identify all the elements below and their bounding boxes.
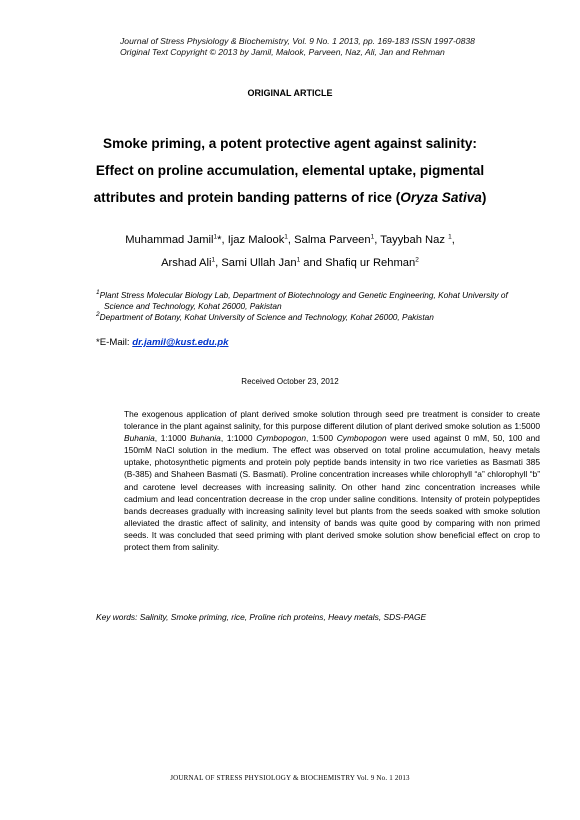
affiliation-text: Plant Stress Molecular Biology Lab, Department of Biotechnology and Genetic Engineering, Kohat University of Science and Technology, Kohat 26000, Pakistan: [99, 290, 508, 311]
affiliation-1: [96, 290, 536, 312]
abstract-segment: The exogenous application of plant derived smoke solution through seed pre treatment is consider to create tolerance in the plant against salinity, for this purpose different dilution of plant derived smoke solution as 1:5000: [124, 409, 540, 432]
received-date: Received October 23, 2012: [241, 377, 339, 386]
title-line-3: [60, 184, 520, 211]
author-separator: ,: [374, 234, 381, 246]
footer-volume: Vol. 9 No. 1 2013: [354, 774, 410, 782]
title-line-2: Effect on proline accumulation, elemental uptake, pigmental: [95, 163, 485, 178]
email-label: *E-Mail:: [96, 337, 133, 348]
keywords: Key words: Salinity, Smoke priming, rice, Proline rich proteins, Heavy metals, SDS-PAGE: [96, 612, 427, 622]
author-affiliation-mark: 1: [284, 233, 288, 241]
author-line-2: [60, 252, 520, 275]
paper-title: [60, 130, 520, 211]
footer-journal-name: JOURNAL OF STRESS PHYSIOLOGY & BIOCHEMISTRY: [170, 774, 355, 782]
affiliation-mark: 2: [96, 311, 100, 319]
author: Shafiq ur Rehman: [325, 257, 416, 269]
affiliation-2: [96, 312, 536, 323]
contact-email: [96, 337, 536, 348]
journal-citation: Journal of Stress Physiology & Biochemistry, Vol. 9 No. 1 2013, pp. 169-183 ISSN 1997-0838: [120, 36, 475, 46]
author: Tayybah Naz: [380, 234, 449, 246]
author-separator: ,: [287, 234, 295, 246]
abstract-segment: , 1:1000: [220, 433, 257, 444]
abstract-segment: were used against 0 mM, 50, 100 and 150mM NaCl solution in the medium. The effect was observed on total proline accumulation, heavy metals uptake, photosynthetic pigments and protein poly peptide bands intensity in two rice varieties as Basmati 385 (B-385) and Shaheen Basmati (S. Basmati). Proline concentration increases while chlorophyll “a” chlorophyll “b” and carotene level decreases with increasing salinity. On other hand zinc concentration increases while cadmium and lead concentration decrease in the crop under saline conditions. Intensity of protein polypeptides bands decreases gradually with increasing salinity level but plants from the seeds soaked with smoke solution alleviated the drastic affect of salinity, and intensity of bands was quite good by comparing with non primed seeds. It was concluded that seed priming with plant derived smoke solution show beneficial effect on crop to protect them from salinity.: [124, 433, 540, 553]
affiliation-mark: 1: [96, 289, 100, 297]
author: Arshad Ali: [161, 257, 212, 269]
author: Sami Ullah Jan: [221, 257, 297, 269]
author-separator: ,: [451, 234, 455, 246]
author: Ijaz Malook: [227, 234, 285, 246]
title-line-3-prefix: attributes and protein banding patterns of rice (: [93, 190, 401, 205]
abstract-species-name: Buhania: [190, 433, 221, 444]
article-type-label: ORIGINAL ARTICLE: [247, 88, 333, 98]
abstract-segment: , 1:1000: [154, 433, 191, 444]
abstract-segment: , 1:500: [306, 433, 337, 444]
author-affiliation-mark: 1: [448, 233, 452, 241]
copyright-line: Original Text Copyright © 2013 by Jamil, Malook, Parveen, Naz, Ali, Jan and Rehman: [120, 47, 445, 57]
affiliations: [96, 290, 536, 323]
author-affiliation-mark: 1: [370, 233, 375, 241]
author-separator: ,: [215, 257, 222, 269]
journal-header: [120, 36, 560, 58]
author-affiliation-mark: 1: [296, 256, 301, 264]
author-affiliation-mark: 1: [213, 233, 218, 241]
author: Salma Parveen: [294, 234, 371, 246]
author: Muhammad Jamil: [125, 234, 214, 246]
title-line-1: Smoke priming, a potent protective agent against salinity:: [103, 136, 477, 151]
abstract-species-name: Cymbopogon: [336, 433, 387, 444]
abstract-species-name: Cymbopogon: [256, 433, 307, 444]
title-line-3-suffix: ): [481, 190, 487, 205]
author-list: [60, 229, 520, 275]
email-link[interactable]: dr.jamil@kust.edu.pk: [132, 337, 229, 348]
page-footer: [0, 774, 580, 782]
author-separator: and: [300, 257, 326, 269]
affiliation-text: Department of Botany, Kohat University of Science and Technology, Kohat 26000, Pakistan: [99, 312, 434, 322]
author-affiliation-mark: 2: [415, 256, 419, 264]
species-name: Oryza Sativa: [400, 190, 482, 205]
author-separator: ,: [221, 234, 228, 246]
corresponding-author-mark: *: [217, 234, 222, 246]
abstract-text: [124, 408, 540, 553]
abstract-species-name: Buhania: [124, 433, 155, 444]
author-line-1: [60, 229, 520, 252]
author-affiliation-mark: 1: [211, 256, 216, 264]
